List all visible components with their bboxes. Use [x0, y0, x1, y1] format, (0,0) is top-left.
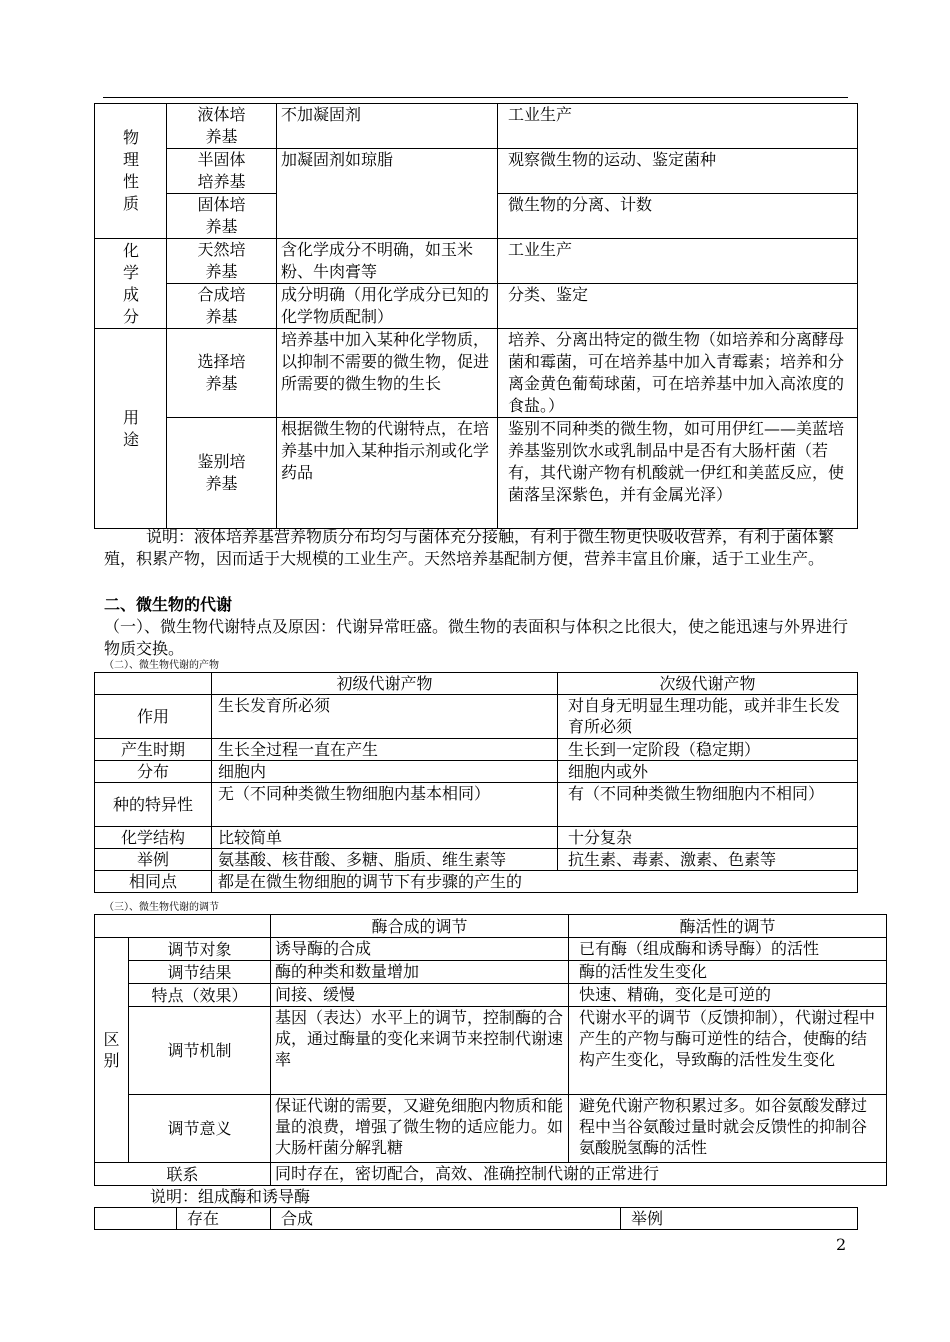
- row-label: 相同点: [95, 871, 212, 893]
- table-cell: 细胞内或外: [558, 761, 858, 783]
- section-heading: 二、微生物的代谢: [104, 595, 233, 614]
- header-cell: 酶合成的调节: [271, 915, 569, 938]
- note-paragraph: 说明：组成酶和诱导酶: [150, 1187, 311, 1206]
- header-cell: 酶活性的调节: [569, 915, 887, 938]
- group-label-chemical: 化学成分: [95, 239, 167, 329]
- feature-cell: 不加凝固剂: [277, 104, 498, 149]
- table-caption: （二）、微生物代谢的产物: [104, 660, 219, 671]
- use-cell: 观察微生物的运动、鉴定菌种: [498, 149, 858, 194]
- row-label: 产生时期: [95, 739, 212, 761]
- table-cell: 基因（表达）水平上的调节，控制酶的合成，通过酶量的变化来调节来控制代谢速率: [271, 1007, 569, 1095]
- header-cell: [95, 915, 271, 938]
- group-label-usage: 用途: [95, 329, 167, 529]
- row-label: 联系: [95, 1163, 271, 1186]
- table-cell: 酶的种类和数量增加: [271, 961, 569, 984]
- table-cell: 同时存在，密切配合，高效、准确控制代谢的正常进行: [271, 1163, 887, 1186]
- table-cell: 十分复杂: [558, 827, 858, 849]
- table-cell: 抗生素、毒素、激素、色素等: [558, 849, 858, 871]
- table-cell: 生长全过程一直在产生: [212, 739, 558, 761]
- table-cell: 避免代谢产物积累过多。如谷氨酸发酵过程中当谷氨酸过量时就会反馈性的抑制谷氨酸脱氢酶的活性: [569, 1095, 887, 1163]
- table-cell: 生长到一定阶段（稳定期）: [558, 739, 858, 761]
- table-cell: 诱导酶的合成: [271, 938, 569, 961]
- table-cell: 生长发育所必须: [212, 695, 558, 739]
- feature-cell: 培养基中加入某种化学物质，以抑制不需要的微生物，促进所需要的微生物的生长: [277, 329, 498, 418]
- page-number: 2: [836, 1235, 847, 1254]
- table-cell: 比较简单: [212, 827, 558, 849]
- regulation-table: [94, 914, 887, 1186]
- enzyme-types-table: [94, 1207, 858, 1230]
- table-cell: 间接、缓慢: [271, 984, 569, 1007]
- feature-cell: 根据微生物的代谢特点，在培养基中加入某种指示剂或化学药品: [277, 418, 498, 529]
- use-cell: 鉴别不同种类的微生物，如可用伊红——美蓝培养基鉴别饮水或乳制品中是否有大肠杆菌（若有，其代谢产物有机酸就一伊红和美蓝反应，使菌落呈深紫色，并有金属光泽）: [498, 418, 858, 529]
- feature-cell: 含化学成分不明确，如玉米粉、牛肉膏等: [277, 239, 498, 284]
- type-cell: 鉴别培养基: [167, 418, 277, 529]
- use-cell: 分类、鉴定: [498, 284, 858, 329]
- header-rule: [103, 97, 848, 98]
- feature-cell: 加凝固剂如琼脂: [277, 149, 498, 239]
- row-label: 调节结果: [129, 961, 271, 984]
- row-label: 举例: [95, 849, 212, 871]
- use-cell: 微生物的分离、计数: [498, 194, 858, 239]
- header-cell: 存在: [177, 1208, 271, 1230]
- table-cell: 已有酶（组成酶和诱导酶）的活性: [569, 938, 887, 961]
- table-cell: 快速、精确，变化是可逆的: [569, 984, 887, 1007]
- metabolite-table: [94, 672, 858, 893]
- row-label: 分布: [95, 761, 212, 783]
- feature-cell: 成分明确（用化学成分已知的化学物质配制）: [277, 284, 498, 329]
- use-cell: 培养、分离出特定的微生物（如培养和分离酵母菌和霉菌，可在培养基中加入青霉素；培养和分离金黄色葡萄球菌，可在培养基中加入高浓度的食盐。）: [498, 329, 858, 418]
- table-caption: （三）、微生物代谢的调节: [104, 902, 219, 913]
- type-cell: 半固体培养基: [167, 149, 277, 194]
- row-label: 调节意义: [129, 1095, 271, 1163]
- header-cell: [95, 1208, 177, 1230]
- header-cell: 举例: [621, 1208, 858, 1230]
- use-cell: 工业生产: [498, 239, 858, 284]
- culture-medium-table: [94, 103, 858, 529]
- table-cell: 无（不同种类微生物细胞内基本相同）: [212, 783, 558, 827]
- row-label: 特点（效果）: [129, 984, 271, 1007]
- table-cell: 代谢水平的调节（反馈抑制），代谢过程中产生的产物与酶可逆性的结合，使酶的结构产生变化，导致酶的活性发生变化: [569, 1007, 887, 1095]
- group-label-difference: 区别: [95, 938, 129, 1163]
- header-cell: 次级代谢产物: [558, 673, 858, 695]
- row-label: 调节对象: [129, 938, 271, 961]
- use-cell: 工业生产: [498, 104, 858, 149]
- table-cell: 都是在微生物细胞的调节下有步骤的产生的: [212, 871, 858, 893]
- type-cell: 天然培养基: [167, 239, 277, 284]
- row-label: 种的特异性: [95, 783, 212, 827]
- row-label: 作用: [95, 695, 212, 739]
- table-cell: 氨基酸、核苷酸、多糖、脂质、维生素等: [212, 849, 558, 871]
- table-cell: 对自身无明显生理功能，或并非生长发育所必须: [558, 695, 858, 739]
- table-cell: 酶的活性发生变化: [569, 961, 887, 984]
- subsection-text: （一）、微生物代谢特点及原因：代谢异常旺盛。微生物的表面积与体积之比很大，使之能迅速与外界进行物质交换。: [104, 617, 849, 658]
- group-label-physical: 物理性质: [95, 104, 167, 239]
- note-paragraph: 说明：液体培养基营养物质分布均匀与菌体充分接触，有利于微生物更快吸收营养，有利于菌体繁殖，积累产物，因而适于大规模的工业生产。天然培养基配制方便，营养丰富且价廉，适于工业生产。: [104, 527, 835, 568]
- table-cell: 细胞内: [212, 761, 558, 783]
- table-cell: 有（不同种类微生物细胞内不相同）: [558, 783, 858, 827]
- type-cell: 液体培养基: [167, 104, 277, 149]
- type-cell: 选择培养基: [167, 329, 277, 418]
- header-cell: [95, 673, 212, 695]
- header-cell: 合成: [271, 1208, 621, 1230]
- type-cell: 固体培养基: [167, 194, 277, 239]
- header-cell: 初级代谢产物: [212, 673, 558, 695]
- row-label: 调节机制: [129, 1007, 271, 1095]
- table-cell: 保证代谢的需要，又避免细胞内物质和能量的浪费，增强了微生物的适应能力。如大肠杆菌分解乳糖: [271, 1095, 569, 1163]
- row-label: 化学结构: [95, 827, 212, 849]
- type-cell: 合成培养基: [167, 284, 277, 329]
